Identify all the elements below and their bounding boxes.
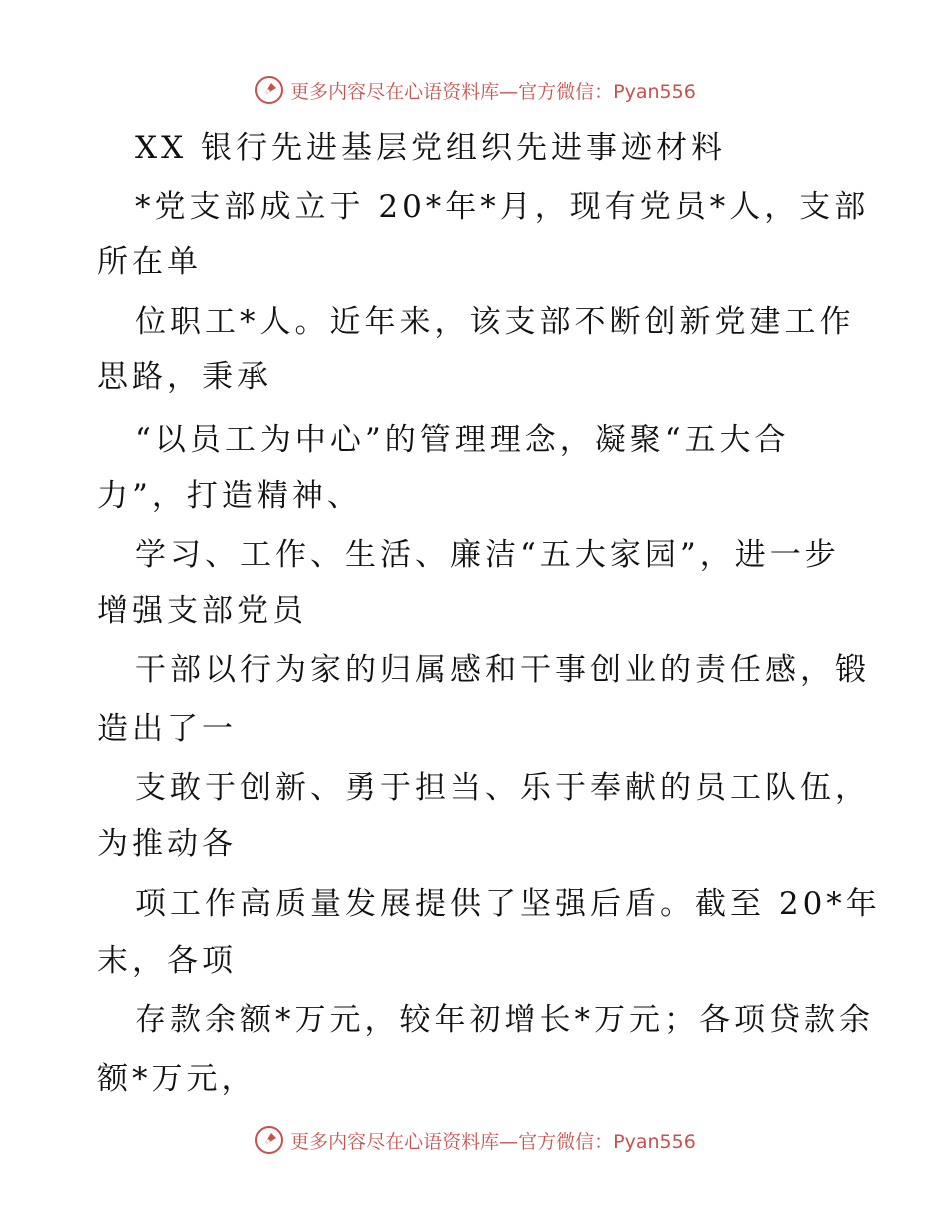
footer-banner (0, 1120, 950, 1160)
paragraph-line: 末，各项 (97, 943, 237, 979)
paragraph-line: *党支部成立于 20*年*月，现有党员*人，支部 (135, 189, 870, 225)
paragraph-line: 力”，打造精神、 (97, 478, 362, 514)
paragraph-line: 为推动各 (97, 826, 237, 862)
document-title: XX 银行先进基层党组织先进事迹材料 (135, 130, 726, 166)
paragraph-line: 增强支部党员 (97, 593, 307, 629)
pen-nib-logo-icon (254, 1125, 284, 1155)
header-banner-text: 更多内容尽在心语资料库—官方微信：Pyan556 (290, 80, 696, 103)
paragraph-line: “以员工为中心”的管理理念，凝聚“五大合 (135, 422, 790, 458)
header-banner (0, 70, 950, 110)
paragraph-line: 所在单 (97, 244, 202, 280)
paragraph-line: 学习、工作、生活、廉洁“五大家园”，进一步 (135, 537, 840, 573)
paragraph-line: 存款余额*万元，较年初增长*万元；各项贷款余 (135, 1002, 874, 1038)
paragraph-line: 位职工*人。近年来，该支部不断创新党建工作 (135, 304, 855, 340)
footer-banner-text: 更多内容尽在心语资料库—官方微信：Pyan556 (290, 1130, 696, 1153)
paragraph-line: 干部以行为家的归属感和干事创业的责任感，锻 (135, 652, 870, 688)
paragraph-line: 项工作高质量发展提供了坚强后盾。截至 20*年 (135, 886, 881, 922)
paragraph-line: 支敢于创新、勇于担当、乐于奉献的员工队伍， (135, 770, 870, 806)
paragraph-line: 造出了一 (97, 711, 237, 747)
paragraph-line: 思路，秉承 (97, 359, 272, 395)
paragraph-line: 额*万元， (97, 1061, 257, 1097)
pen-nib-logo-icon (254, 75, 284, 105)
